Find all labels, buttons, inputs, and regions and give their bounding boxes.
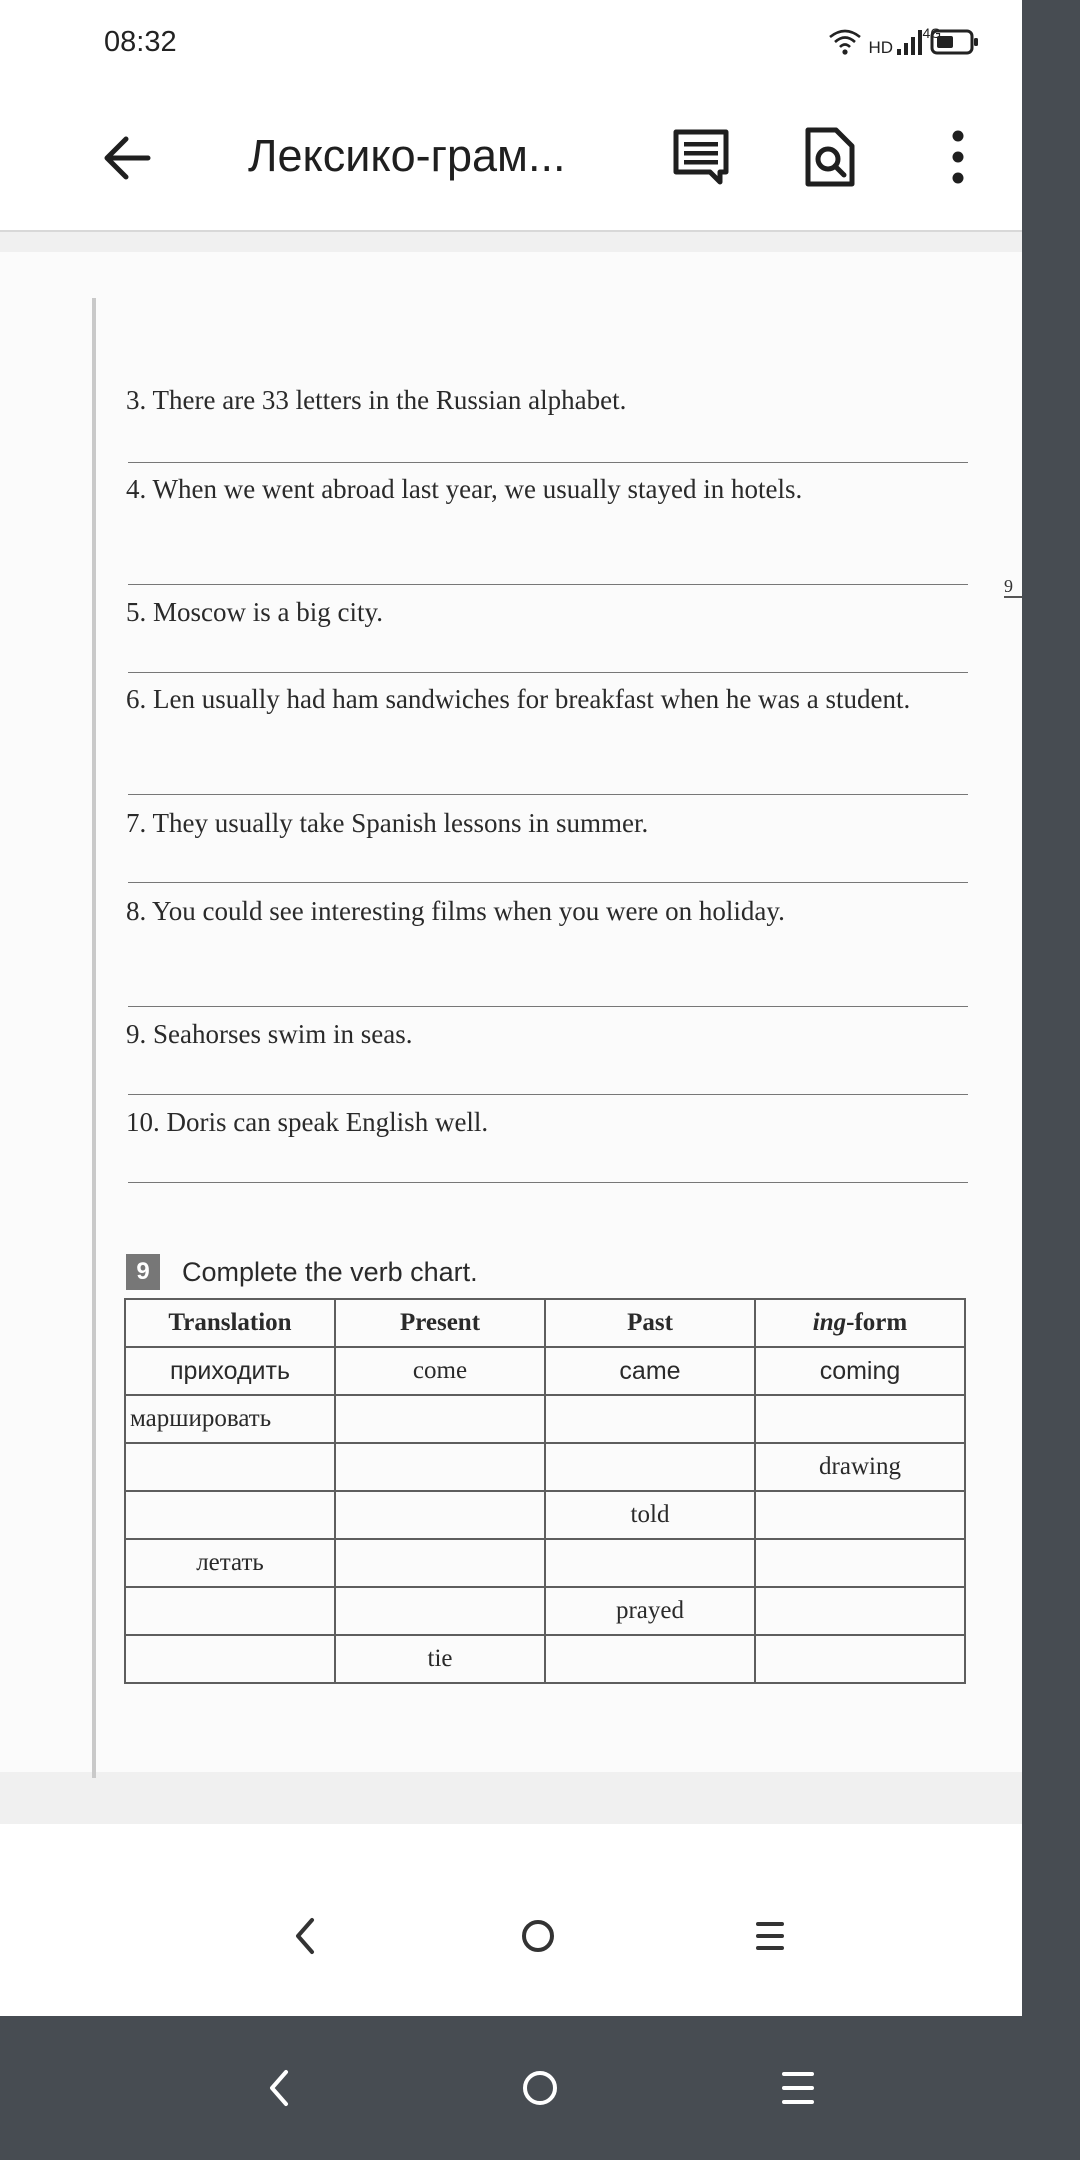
sentence-8: 8. You could see interesting films when you were on holiday. <box>126 896 785 926</box>
table-cell <box>125 1491 335 1539</box>
system-back-button[interactable] <box>250 2058 310 2118</box>
network-label: 4G <box>922 25 942 41</box>
hd-label: HD <box>868 37 893 57</box>
sentence-9: 9. Seahorses swim in seas. <box>126 1019 413 1049</box>
table-cell <box>335 1539 545 1587</box>
status-icons <box>828 22 980 62</box>
table-cell <box>545 1395 755 1443</box>
comment-button[interactable] <box>670 126 732 188</box>
header-present: Present <box>335 1299 545 1347</box>
table-row <box>125 1587 965 1635</box>
table-cell <box>755 1587 965 1635</box>
header-past: Past <box>545 1299 755 1347</box>
answer-line <box>128 794 968 795</box>
table-cell <box>335 1587 545 1635</box>
home-nav-icon <box>508 1906 568 1966</box>
more-options-button[interactable] <box>938 126 978 188</box>
table-cell <box>755 1395 965 1443</box>
table-cell: tie <box>335 1635 545 1683</box>
status-bar <box>0 0 1022 80</box>
table-cell: came <box>545 1347 755 1395</box>
exercise-9-header <box>126 1254 478 1290</box>
table-cell: летать <box>125 1539 335 1587</box>
answer-line <box>128 1006 968 1007</box>
answer-line <box>128 882 968 883</box>
table-row <box>125 1635 965 1683</box>
exercise-number-badge: 9 <box>126 1254 160 1290</box>
menu-nav-icon <box>768 2058 828 2118</box>
search-document-icon <box>802 126 858 188</box>
signal-icon <box>896 27 924 57</box>
document-title: Лексико-грам... <box>248 130 566 181</box>
table-cell <box>755 1539 965 1587</box>
table-row <box>125 1539 965 1587</box>
nav-home-button[interactable] <box>508 1906 568 1966</box>
answer-line <box>128 672 968 673</box>
table-row <box>125 1443 965 1491</box>
table-cell <box>545 1539 755 1587</box>
table-cell <box>545 1443 755 1491</box>
table-header-row <box>125 1299 965 1347</box>
answer-line <box>128 584 968 585</box>
answer-line <box>128 1094 968 1095</box>
page-edge-shadow <box>92 298 96 1778</box>
wifi-icon <box>828 28 862 56</box>
more-vert-icon <box>938 126 978 188</box>
table-row <box>125 1491 965 1539</box>
page-side-mark: 9 <box>1004 576 1022 598</box>
system-home-button[interactable] <box>510 2058 570 2118</box>
table-cell <box>755 1491 965 1539</box>
comment-icon <box>670 126 732 188</box>
table-cell <box>125 1635 335 1683</box>
nav-back-button[interactable] <box>276 1906 336 1966</box>
status-time: 08:32 <box>104 26 177 58</box>
sentence-4: 4. When we went abroad last year, we usually stayed in hotels. <box>126 474 803 504</box>
table-cell <box>545 1635 755 1683</box>
table-cell: drawing <box>755 1443 965 1491</box>
system-navigation-bar <box>0 2016 1080 2160</box>
table-row <box>125 1347 965 1395</box>
document-page <box>0 252 1022 1772</box>
sentence-10: 10. Doris can speak English well. <box>126 1107 489 1137</box>
table-cell <box>755 1635 965 1683</box>
table-cell: coming <box>755 1347 965 1395</box>
table-cell: маршировать <box>125 1395 335 1443</box>
back-nav-icon <box>276 1906 336 1966</box>
sentence-5: 5. Moscow is a big city. <box>126 597 383 627</box>
nav-menu-button[interactable] <box>740 1906 800 1966</box>
answer-line <box>128 1182 968 1183</box>
answer-line <box>128 462 968 463</box>
app-navigation-bar <box>0 1824 1022 2016</box>
app-bar <box>0 80 1022 232</box>
exercise-instruction: Complete the verb chart. <box>182 1256 478 1287</box>
sentence-3: 3. There are 33 letters in the Russian alphabet. <box>126 385 627 415</box>
system-menu-button[interactable] <box>768 2058 828 2118</box>
table-cell: told <box>545 1491 755 1539</box>
back-button[interactable] <box>98 130 158 186</box>
verb-chart-table <box>124 1298 966 1684</box>
header-translation: Translation <box>125 1299 335 1347</box>
table-cell <box>335 1443 545 1491</box>
table-cell: prayed <box>545 1587 755 1635</box>
table-cell <box>335 1491 545 1539</box>
header-ing-form <box>755 1299 965 1347</box>
table-cell <box>125 1443 335 1491</box>
header-ing-prefix: ing <box>812 1309 847 1336</box>
table-cell: приходить <box>125 1347 335 1395</box>
table-cell <box>125 1587 335 1635</box>
back-arrow-icon <box>98 130 158 186</box>
sentence-7: 7. They usually take Spanish lessons in summer. <box>126 808 649 838</box>
menu-nav-icon <box>740 1906 800 1966</box>
home-nav-icon <box>510 2058 570 2118</box>
table-cell: come <box>335 1347 545 1395</box>
table-row <box>125 1395 965 1443</box>
back-nav-icon <box>250 2058 310 2118</box>
document-viewer[interactable] <box>0 232 1022 2016</box>
table-cell <box>335 1395 545 1443</box>
search-document-button[interactable] <box>802 126 858 188</box>
header-ing-suffix: -form <box>846 1309 908 1336</box>
sentence-6: 6. Len usually had ham sandwiches for breakfast when he was a student. <box>126 684 911 714</box>
